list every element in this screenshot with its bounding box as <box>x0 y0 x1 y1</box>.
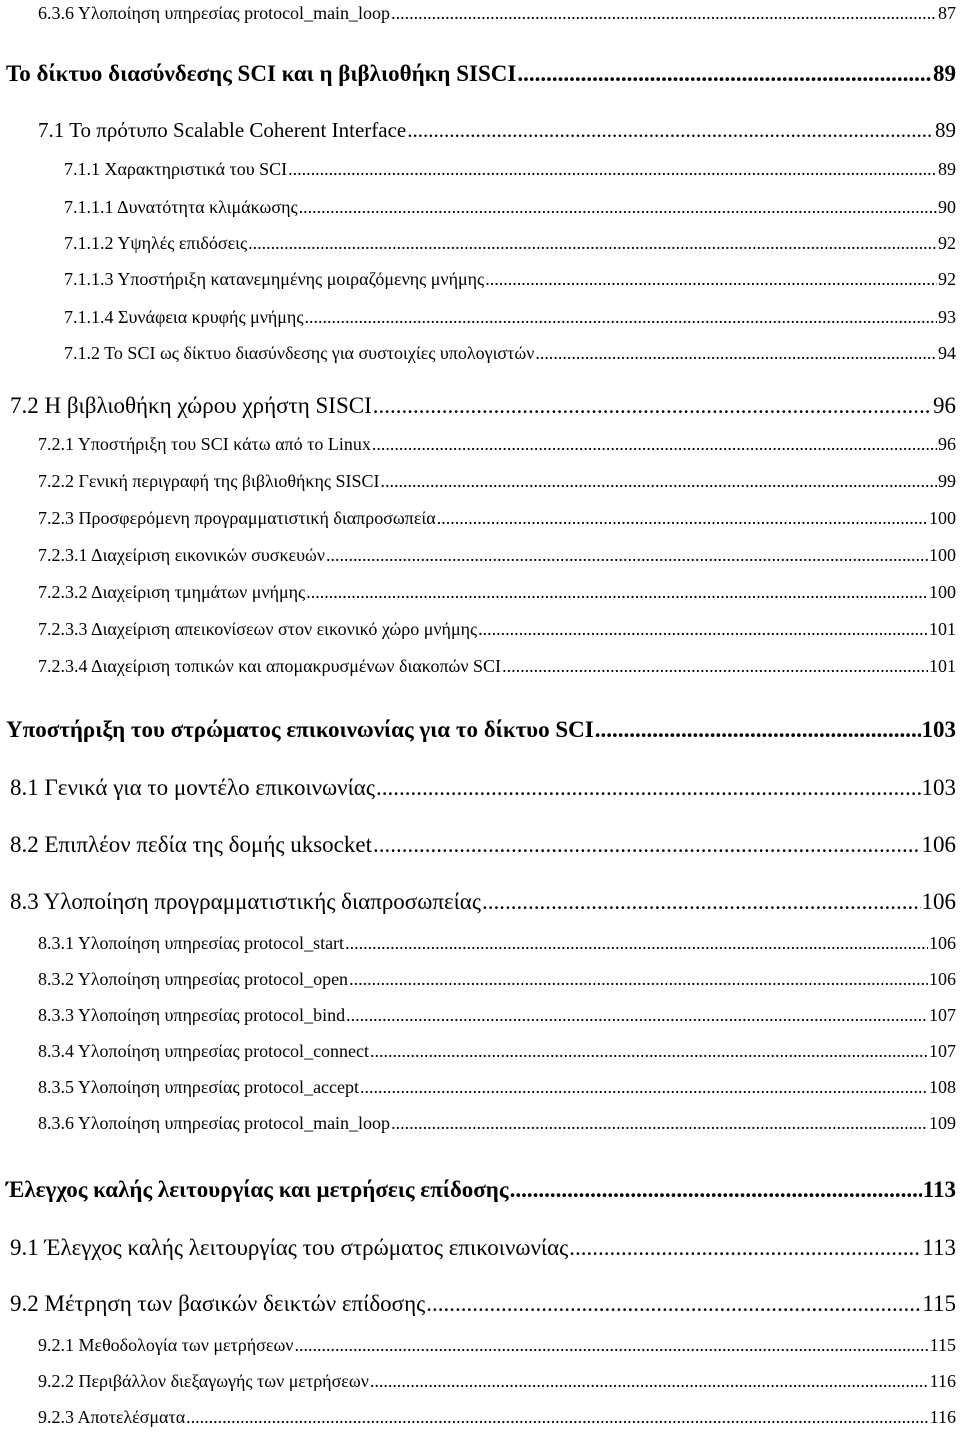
toc-entry[interactable] <box>64 234 956 252</box>
toc-entry-title: 9.2.2 Περιβάλλον διεξαγωγής των μετρήσεων <box>38 1371 369 1391</box>
dot-leader <box>391 1114 928 1132</box>
dot-leader <box>478 620 928 638</box>
toc-entry-title: 6.3.6 Υλοποίηση υπηρεσίας protocol_main_loop <box>38 3 391 23</box>
toc-entry[interactable] <box>38 1042 956 1060</box>
toc-entry-title: 8.1 Γενικά για το μοντέλο επικοινωνίας <box>10 775 375 800</box>
toc-entry-title: 9.1 Έλεγχος καλής λειτουργίας του στρώματος επικοινωνίας <box>10 1235 569 1260</box>
toc-entry-title: Το δίκτυο διασύνδεσης SCI και η βιβλιοθήκη SISCI <box>6 61 517 86</box>
toc-entry[interactable] <box>38 583 956 601</box>
dot-leader <box>437 509 928 527</box>
dot-leader <box>306 583 928 601</box>
toc-entry[interactable] <box>38 1078 956 1096</box>
toc-entry-page-number: 113 <box>922 1235 956 1260</box>
toc-entry-title: 7.2.3 Προσφερόμενη προγραμματιστική διαπροσωπεία <box>38 508 436 528</box>
toc-entry-page-number: 107 <box>929 1005 956 1025</box>
toc-entry-page-number: 92 <box>938 269 956 289</box>
toc-entry[interactable] <box>38 657 956 675</box>
dot-leader <box>373 833 921 856</box>
toc-entry-title: Υποστήριξη του στρώματος επικοινωνίας για το δίκτυο SCI <box>6 717 594 742</box>
toc-entry-page-number: 113 <box>922 1177 956 1202</box>
toc-entry-title: 7.2.3.2 Διαχείριση τμημάτων μνήμης <box>38 582 306 602</box>
toc-entry-title: 7.2 Η βιβλιοθήκη χώρου χρήστη SISCI <box>10 393 372 418</box>
dot-leader <box>407 120 934 141</box>
dot-leader <box>381 472 937 490</box>
toc-entry[interactable] <box>38 1114 956 1132</box>
toc-entry-page-number: 103 <box>921 717 956 742</box>
dot-leader <box>345 934 928 952</box>
toc-entry-title: 8.3.4 Υλοποίηση υπηρεσίας protocol_connect <box>38 1041 370 1061</box>
toc-entry-page-number: 107 <box>929 1041 956 1061</box>
toc-entry-title: 7.1.2 Το SCI ως δίκτυο διασύνδεσης για συστοιχίες υπολογιστών <box>64 343 535 363</box>
toc-entry-title: 7.1.1.1 Δυνατότητα κλιμάκωσης <box>64 197 298 217</box>
toc-entry-page-number: 106 <box>921 889 956 914</box>
toc-entry-page-number: 103 <box>921 775 956 800</box>
toc-entry-title: 9.2.3 Αποτελέσματα <box>38 1407 186 1427</box>
dot-leader <box>186 1408 929 1426</box>
dot-leader <box>391 4 937 22</box>
toc-entry-page-number: 101 <box>929 656 956 676</box>
toc-entry-page-number: 115 <box>922 1291 956 1316</box>
dot-leader <box>248 234 937 252</box>
dot-leader <box>288 160 937 178</box>
toc-entry-title: 8.3.1 Υλοποίηση υπηρεσίας protocol_start <box>38 933 345 953</box>
dot-leader <box>595 718 921 741</box>
toc-entry-page-number: 99 <box>938 471 956 491</box>
toc-entry-page-number: 96 <box>933 393 956 418</box>
dot-leader <box>370 1372 929 1390</box>
toc-entry[interactable] <box>38 1336 956 1354</box>
toc-entry-page-number: 100 <box>929 582 956 602</box>
toc-entry[interactable] <box>38 1372 956 1390</box>
toc-entry[interactable] <box>64 344 956 362</box>
dot-leader <box>517 62 932 85</box>
toc-entry-title: 8.3.2 Υλοποίηση υπηρεσίας protocol_open <box>38 969 349 989</box>
toc-entry[interactable] <box>10 776 956 799</box>
toc-entry-title: 8.3 Υλοποίηση προγραμματιστικής διαπροσωπείας <box>10 889 481 914</box>
toc-entry-page-number: 89 <box>938 159 956 179</box>
toc-entry-title: 8.3.3 Υλοποίηση υπηρεσίας protocol_bind <box>38 1005 346 1025</box>
toc-entry[interactable] <box>38 1408 956 1426</box>
toc-entry[interactable] <box>38 1006 956 1024</box>
dot-leader <box>346 1006 928 1024</box>
toc-entry[interactable] <box>38 472 956 490</box>
dot-leader <box>426 1292 921 1315</box>
toc-entry[interactable] <box>64 308 956 326</box>
toc-entry-page-number: 106 <box>929 969 956 989</box>
toc-entry-title: 7.1.1.4 Συνάφεια κρυφής μνήμης <box>64 307 304 327</box>
toc-entry[interactable] <box>10 1236 956 1259</box>
toc-entry-title: 7.2.3.3 Διαχείριση απεικονίσεων στον εικονικό χώρο μνήμης <box>38 619 478 639</box>
toc-entry-page-number: 89 <box>935 118 956 142</box>
toc-entry[interactable] <box>38 4 956 22</box>
toc-entry[interactable] <box>38 970 956 988</box>
toc-entry-title: Έλεγχος καλής λειτουργίας και μετρήσεις επίδοσης <box>6 1177 509 1202</box>
toc-entry-title: 7.1.1.3 Υποστήριξη κατανεμημένης μοιραζόμενης μνήμης <box>64 269 485 289</box>
toc-entry[interactable] <box>10 833 956 856</box>
toc-entry-page-number: 115 <box>929 1335 956 1355</box>
toc-entry-page-number: 109 <box>929 1113 956 1133</box>
toc-entry-page-number: 106 <box>929 933 956 953</box>
toc-entry[interactable] <box>6 62 956 85</box>
toc-entry-title: 7.2.2 Γενική περιγραφή της βιβλιοθήκης SISCI <box>38 471 380 491</box>
toc-entry[interactable] <box>38 509 956 527</box>
toc-entry[interactable] <box>64 198 956 216</box>
toc-entry[interactable] <box>38 546 956 564</box>
dot-leader <box>376 776 921 799</box>
toc-entry-title: 8.3.6 Υλοποίηση υπηρεσίας protocol_main_loop <box>38 1113 391 1133</box>
dot-leader <box>510 1178 922 1201</box>
toc-entry-page-number: 90 <box>938 197 956 217</box>
toc-entry-page-number: 93 <box>938 307 956 327</box>
dot-leader <box>304 308 937 326</box>
dot-leader <box>299 198 937 216</box>
dot-leader <box>373 394 932 417</box>
toc-entry-page-number: 92 <box>938 233 956 253</box>
toc-entry-title: 7.2.3.1 Διαχείριση εικονικών συσκευών <box>38 545 325 565</box>
toc-entry-page-number: 94 <box>938 343 956 363</box>
toc-entry-title: 8.2 Επιπλέον πεδία της δομής uksocket <box>10 832 372 857</box>
toc-entry-page-number: 89 <box>933 61 956 86</box>
toc-entry[interactable] <box>64 160 956 178</box>
toc-entry-title: 8.3.5 Υλοποίηση υπηρεσίας protocol_accept <box>38 1077 360 1097</box>
toc-entry[interactable] <box>64 270 956 288</box>
toc-entry[interactable] <box>10 890 956 913</box>
toc-entry-title: 7.1.1 Χαρακτηριστικά του SCI <box>64 159 288 179</box>
toc-entry-page-number: 101 <box>929 619 956 639</box>
toc-entry[interactable] <box>38 120 956 141</box>
toc-entry-page-number: 100 <box>929 545 956 565</box>
toc-entry-title: 9.2.1 Μεθοδολογία των μετρήσεων <box>38 1335 294 1355</box>
dot-leader <box>535 344 937 362</box>
toc-entry-title: 7.1 Το πρότυπο Scalable Coherent Interface <box>38 118 407 142</box>
dot-leader <box>372 435 937 453</box>
toc-entry[interactable] <box>10 1292 956 1315</box>
dot-leader <box>569 1236 921 1259</box>
dot-leader <box>485 270 937 288</box>
toc-entry[interactable] <box>38 620 956 638</box>
toc-entry-title: 7.2.1 Υποστήριξη του SCI κάτω από το Linux <box>38 434 371 454</box>
dot-leader <box>482 890 921 913</box>
dot-leader <box>502 657 928 675</box>
toc-entry-page-number: 100 <box>929 508 956 528</box>
toc-entry-title: 7.1.1.2 Υψηλές επιδόσεις <box>64 233 248 253</box>
toc-entry[interactable] <box>38 934 956 952</box>
dot-leader <box>349 970 928 988</box>
toc-entry-title: 9.2 Μέτρηση των βασικών δεικτών επίδοσης <box>10 1291 426 1316</box>
toc-entry-page-number: 108 <box>929 1077 956 1097</box>
dot-leader <box>294 1336 928 1354</box>
dot-leader <box>370 1042 928 1060</box>
toc-entry[interactable] <box>38 435 956 453</box>
toc-entry-title: 7.2.3.4 Διαχείριση τοπικών και απομακρυσμένων διακοπών SCI <box>38 656 502 676</box>
toc-entry-page-number: 116 <box>929 1371 956 1391</box>
toc-entry-page-number: 96 <box>938 434 956 454</box>
toc-entry-page-number: 116 <box>929 1407 956 1427</box>
toc-entry[interactable] <box>6 1178 956 1201</box>
toc-entry-page-number: 106 <box>921 832 956 857</box>
toc-entry[interactable] <box>10 394 956 417</box>
toc-entry-page-number: 87 <box>938 3 956 23</box>
dot-leader <box>360 1078 928 1096</box>
dot-leader <box>326 546 928 564</box>
toc-entry[interactable] <box>6 718 956 741</box>
